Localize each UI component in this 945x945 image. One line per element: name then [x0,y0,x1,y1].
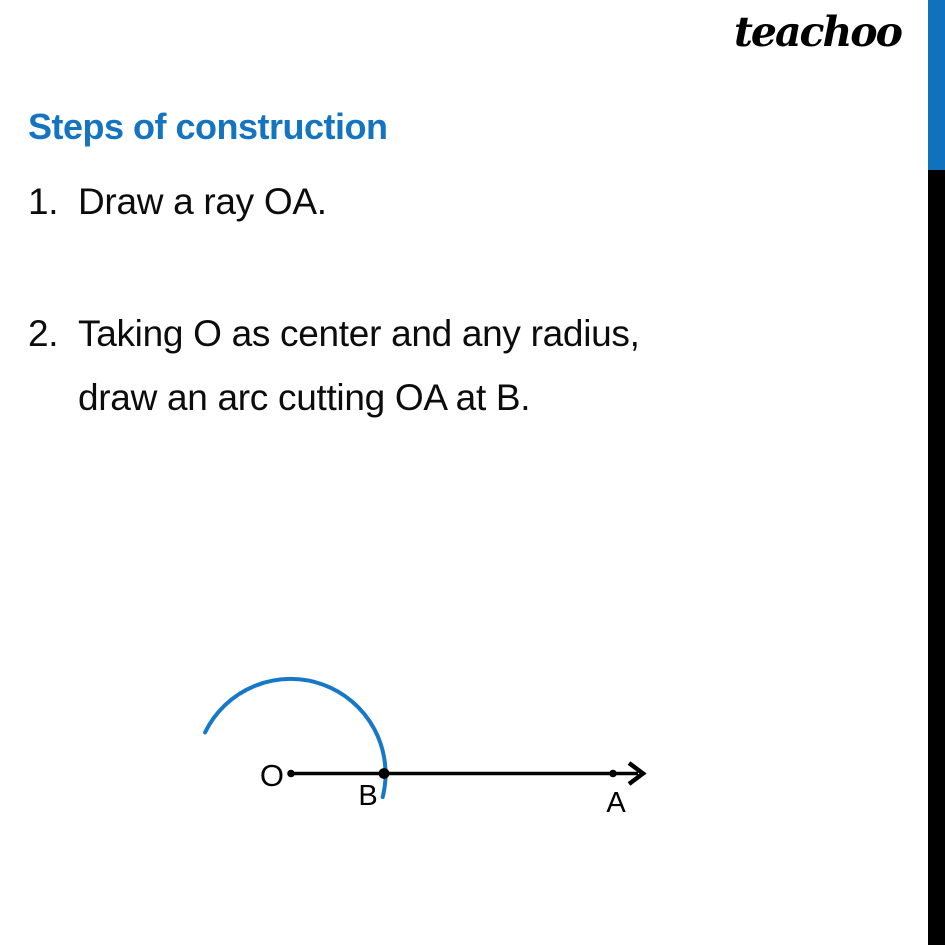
step-2-text-line-2: draw an arc cutting OA at B. [78,377,531,418]
point-O-label: O [259,758,284,793]
step-2-number: 2. [28,313,59,354]
step-2-text-line-1: Taking O as center and any radius, [78,313,640,354]
point-B-label: B [358,780,378,812]
step-1-number: 1. [28,181,59,222]
step-1-text: Draw a ray OA. [78,181,327,222]
point-O-dot [287,770,295,778]
point-A-label: A [606,787,626,819]
point-B-dot [379,768,390,779]
page-title: Steps of construction [28,106,388,147]
point-A-dot [609,770,617,778]
teachoo-logo: teachoo [733,8,901,56]
